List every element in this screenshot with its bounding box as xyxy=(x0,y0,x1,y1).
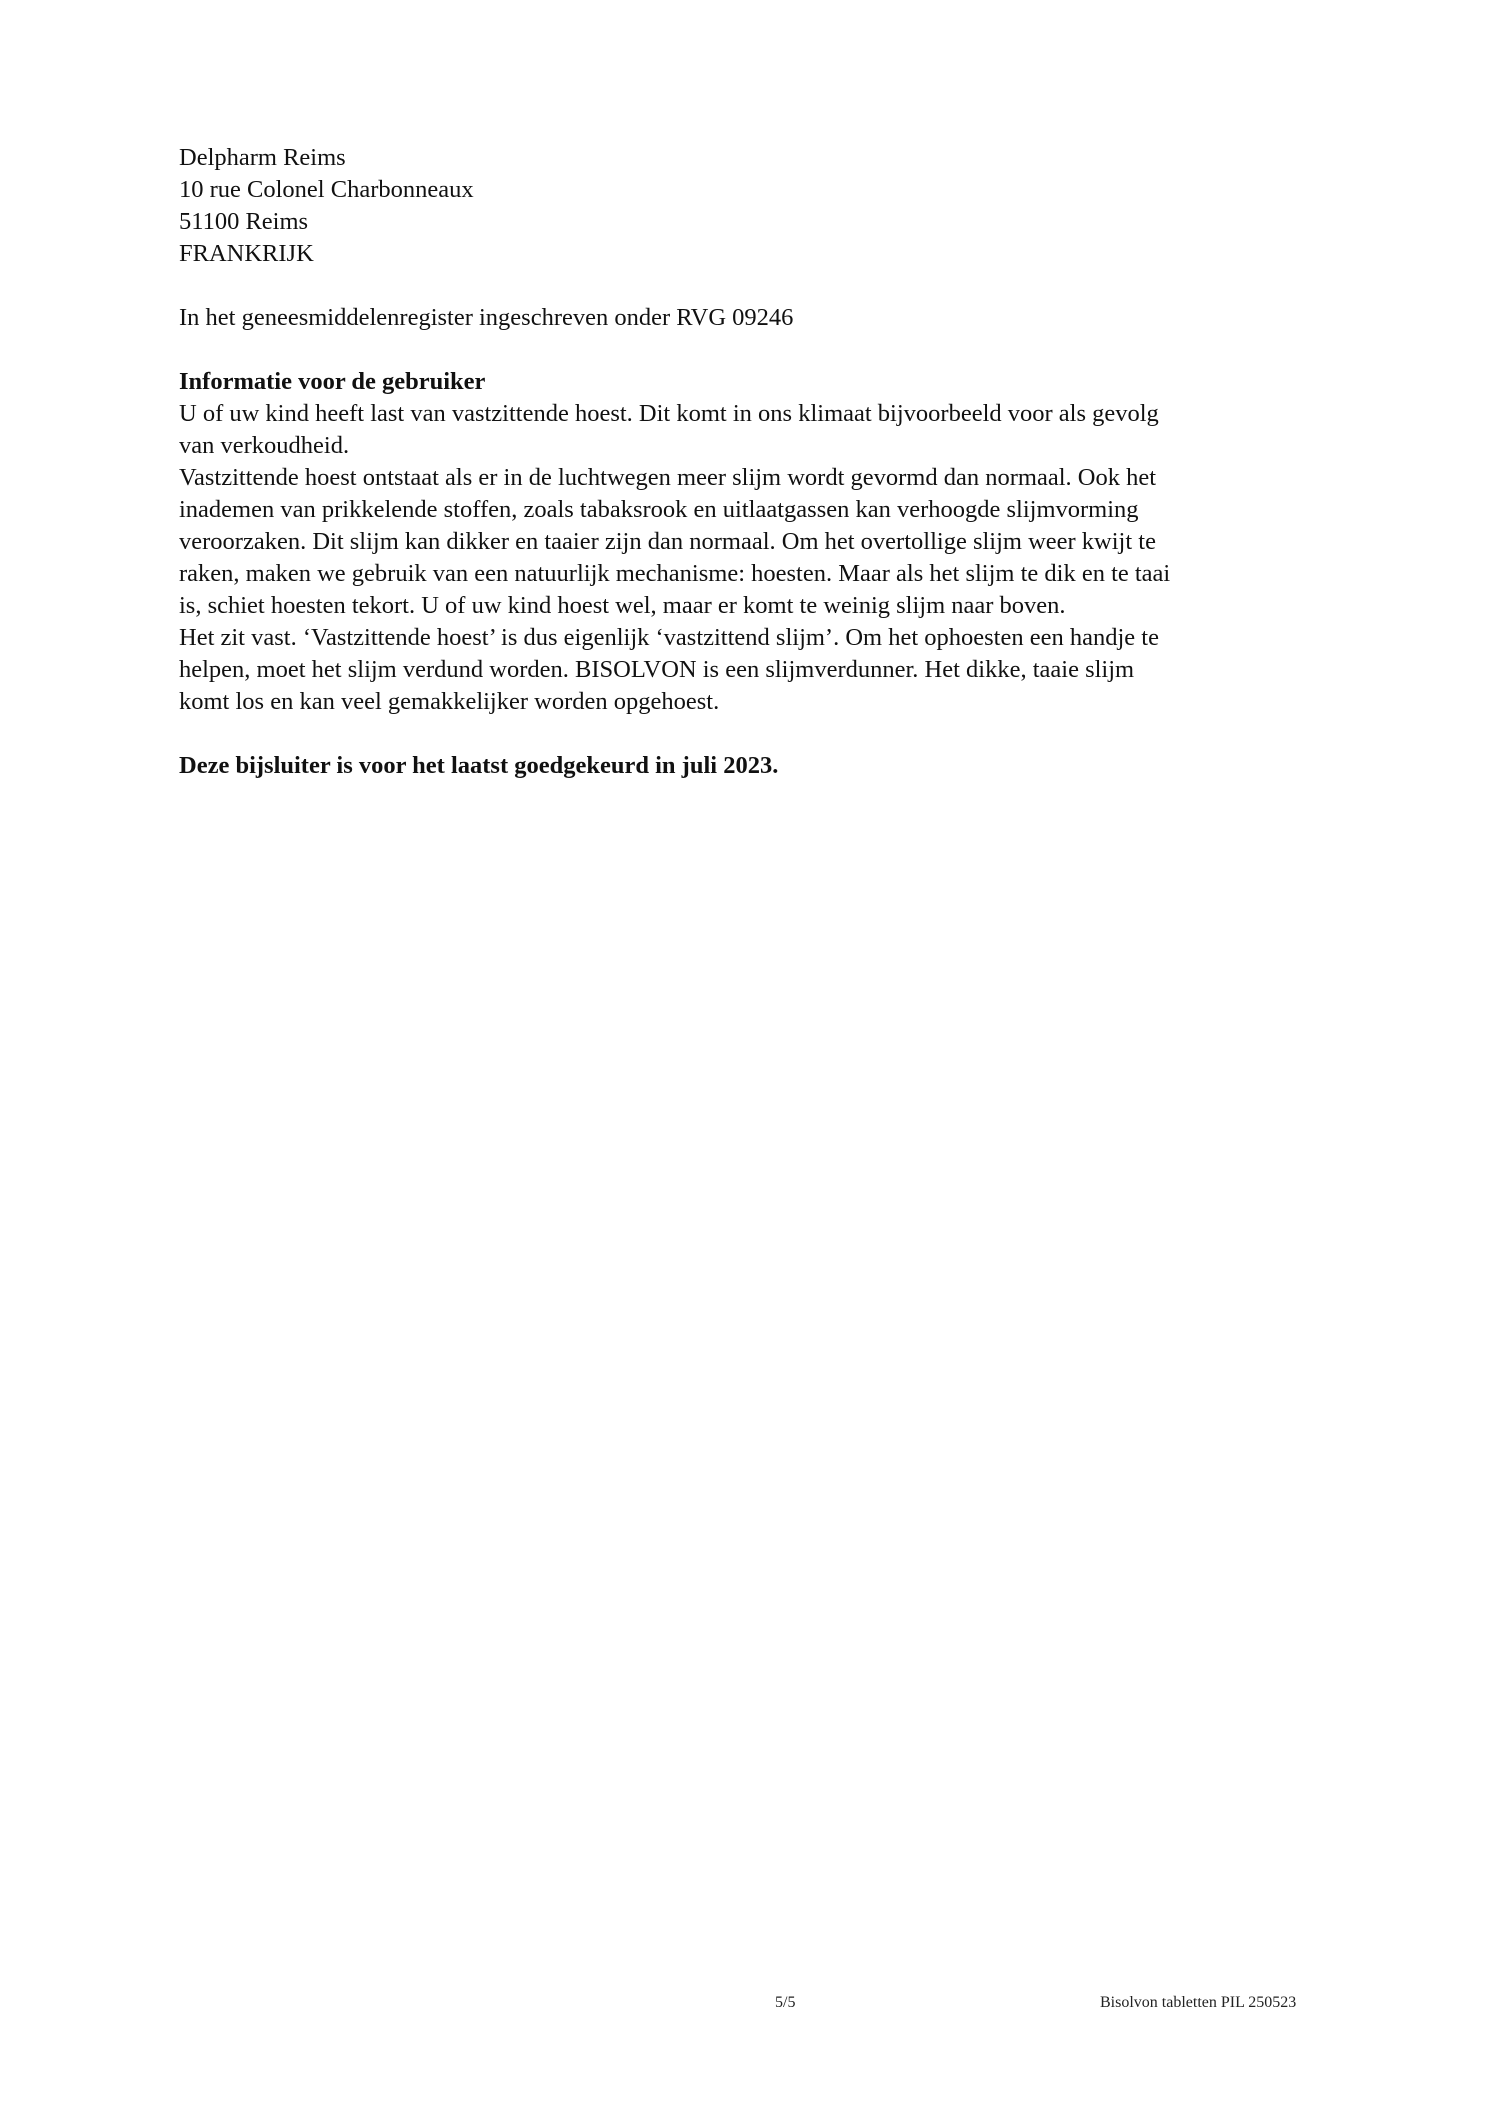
body-line: komt los en kan veel gemakkelijker worden opgehoest. xyxy=(179,688,720,715)
spacer xyxy=(179,334,1309,366)
body-line: U of uw kind heeft last van vastzittende hoest. Dit komt in ons klimaat bijvoorbeeld voor als gevolg xyxy=(179,400,1159,427)
page-number: 5/5 xyxy=(775,1994,796,2011)
body-line: Het zit vast. ‘Vastzittende hoest’ is dus eigenlijk ‘vastzittend slijm’. Om het ophoesten een handje te xyxy=(179,624,1159,651)
user-info-section xyxy=(179,366,1309,718)
spacer xyxy=(179,270,1309,302)
page-content xyxy=(179,142,1309,782)
user-info-body xyxy=(179,398,1309,718)
body-line: raken, maken we gebruik van een natuurlijk mechanisme: hoesten. Maar als het slijm te dik en te taai xyxy=(179,560,1171,587)
user-info-heading: Informatie voor de gebruiker xyxy=(179,368,486,395)
body-line: Vastzittende hoest ontstaat als er in de luchtwegen meer slijm wordt gevormd dan normaal. Ook het xyxy=(179,464,1157,491)
registration-statement: In het geneesmiddelenregister ingeschreven onder RVG 09246 xyxy=(179,304,794,331)
body-line: is, schiet hoesten tekort. U of uw kind hoest wel, maar er komt te weinig slijm naar boven. xyxy=(179,592,1066,619)
manufacturer-address xyxy=(179,142,1309,270)
manufacturer-street: 10 rue Colonel Charbonneaux xyxy=(179,176,474,203)
spacer xyxy=(179,718,1309,750)
manufacturer-name: Delpharm Reims xyxy=(179,144,346,171)
manufacturer-postal-city: 51100 Reims xyxy=(179,208,309,235)
manufacturer-country: FRANKRIJK xyxy=(179,240,314,267)
body-line: veroorzaken. Dit slijm kan dikker en taaier zijn dan normaal. Om het overtollige slijm weer kwijt te xyxy=(179,528,1156,555)
body-line: inademen van prikkelende stoffen, zoals tabaksrook en uitlaatgassen kan verhoogde slijmvorming xyxy=(179,496,1139,523)
body-line: helpen, moet het slijm verdund worden. BISOLVON is een slijmverdunner. Het dikke, taaie slijm xyxy=(179,656,1135,683)
approval-statement: Deze bijsluiter is voor het laatst goedgekeurd in juli 2023. xyxy=(179,752,779,779)
document-id: Bisolvon tabletten PIL 250523 xyxy=(1100,1994,1297,2011)
body-line: van verkoudheid. xyxy=(179,432,350,459)
